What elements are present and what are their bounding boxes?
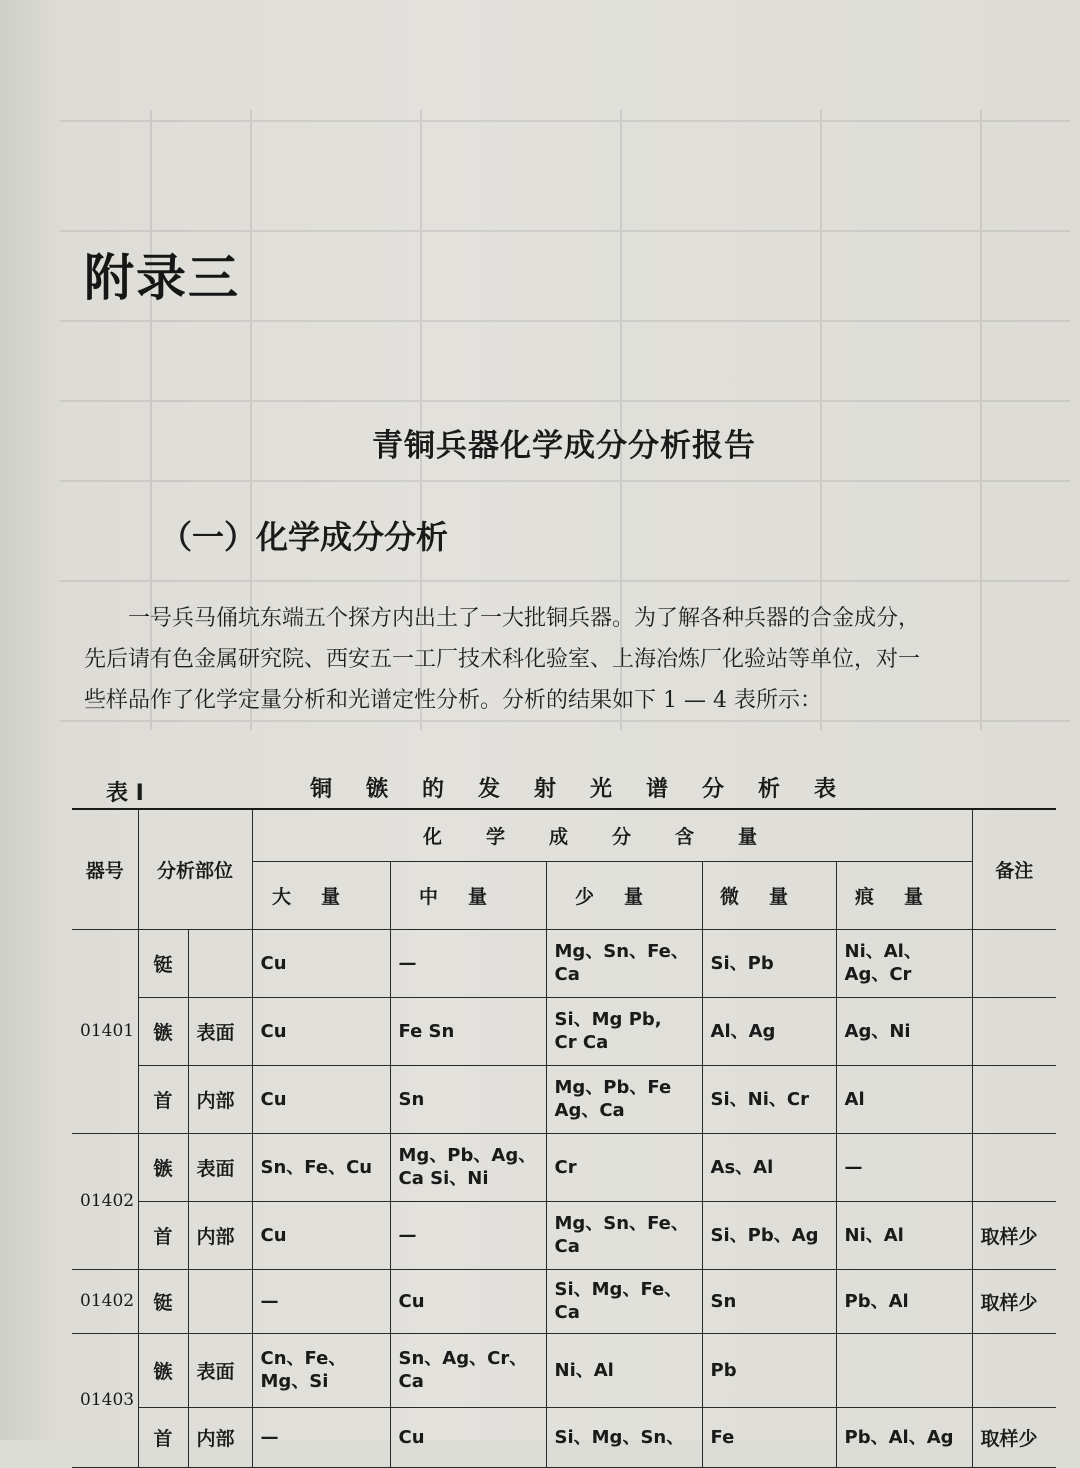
major-cell: — <box>252 1269 390 1333</box>
specimen-id: 01402 <box>72 1269 138 1333</box>
medium-cell: Mg、Pb、Ag、 Ca Si、Ni <box>390 1133 546 1201</box>
row-sub: 镞 <box>138 1133 188 1201</box>
report-title: 青铜兵器化学成分分析报告 <box>372 428 756 464</box>
medium-cell: — <box>390 1201 546 1269</box>
row-part: 内部 <box>188 1201 252 1269</box>
remark-cell: 取样少 <box>972 1407 1056 1467</box>
major-cell: Cu <box>252 1201 390 1269</box>
section-title: （一）化学成分分析 <box>160 518 449 556</box>
row-sub: 铤 <box>138 1269 188 1333</box>
intro-line: 一号兵马俑坑东端五个探方内出土了一大批铜兵器。为了解各种兵器的合金成分， <box>128 606 921 631</box>
row-part: 表面 <box>188 1133 252 1201</box>
row-part: 内部 <box>188 1065 252 1133</box>
header-group: 化学成分含量 <box>252 809 972 861</box>
very-trace-cell: Ni、Al、 Ag、Cr <box>836 929 972 997</box>
specimen-id: 01401 <box>72 929 138 1133</box>
minor-cell: Si、Mg、Sn、 <box>546 1407 702 1467</box>
row-part: 表面 <box>188 997 252 1065</box>
table-row <box>72 1201 1056 1269</box>
trace-cell: Sn <box>702 1269 836 1333</box>
header-id: 器号 <box>72 809 138 929</box>
header-very-trace: 痕量 <box>836 861 972 929</box>
medium-cell: Fe Sn <box>390 997 546 1065</box>
medium-cell: — <box>390 929 546 997</box>
specimen-id: 01403 <box>72 1333 138 1467</box>
trace-cell: As、Al <box>702 1133 836 1201</box>
remark-cell: 取样少 <box>972 1201 1056 1269</box>
trace-cell: Al、Ag <box>702 997 836 1065</box>
remark-cell <box>972 1065 1056 1133</box>
major-cell: Cu <box>252 929 390 997</box>
remark-cell <box>972 997 1056 1065</box>
major-cell: — <box>252 1407 390 1467</box>
header-part: 分析部位 <box>138 809 252 929</box>
major-cell: Cu <box>252 1065 390 1133</box>
very-trace-cell: Pb、Al、Ag <box>836 1407 972 1467</box>
row-sub: 首 <box>138 1065 188 1133</box>
row-part: 表面 <box>188 1333 252 1407</box>
specimen-id: 01402 <box>72 1133 138 1269</box>
minor-cell: Ni、Al <box>546 1333 702 1407</box>
very-trace-cell: Pb、Al <box>836 1269 972 1333</box>
remark-cell: 取样少 <box>972 1269 1056 1333</box>
table-row <box>72 1065 1056 1133</box>
row-sub: 镞 <box>138 997 188 1065</box>
table-row <box>72 1269 1056 1333</box>
very-trace-cell <box>836 1333 972 1407</box>
row-sub: 首 <box>138 1407 188 1467</box>
trace-cell: Si、Pb、Ag <box>702 1201 836 1269</box>
table-row <box>72 997 1056 1065</box>
intro-line: 些样品作了化学定量分析和光谱定性分析。分析的结果如下 1 — 4 表所示： <box>84 688 822 713</box>
major-cell: Sn、Fe、Cu <box>252 1133 390 1201</box>
header-minor: 少量 <box>546 861 702 929</box>
table-row <box>72 1407 1056 1467</box>
major-cell: Cu <box>252 997 390 1065</box>
minor-cell: Mg、Pb、Fe Ag、Ca <box>546 1065 702 1133</box>
remark-cell <box>972 1333 1056 1407</box>
trace-cell: Pb <box>702 1333 836 1407</box>
medium-cell: Cu <box>390 1407 546 1467</box>
header-medium: 中量 <box>390 861 546 929</box>
table-label: 表 I <box>106 781 144 806</box>
appendix-title: 附录三 <box>84 249 240 307</box>
minor-cell: Si、Mg Pb, Cr Ca <box>546 997 702 1065</box>
trace-cell: Si、Pb <box>702 929 836 997</box>
row-part: 内部 <box>188 1407 252 1467</box>
medium-cell: Cu <box>390 1269 546 1333</box>
very-trace-cell: Ag、Ni <box>836 997 972 1065</box>
very-trace-cell: Ni、Al <box>836 1201 972 1269</box>
row-sub: 首 <box>138 1201 188 1269</box>
header-trace: 微量 <box>702 861 836 929</box>
table-row <box>72 929 1056 997</box>
trace-cell: Si、Ni、Cr <box>702 1065 836 1133</box>
minor-cell: Cr <box>546 1133 702 1201</box>
very-trace-cell: — <box>836 1133 972 1201</box>
header-remark: 备注 <box>972 809 1056 929</box>
very-trace-cell: Al <box>836 1065 972 1133</box>
medium-cell: Sn、Ag、Cr、 Ca <box>390 1333 546 1407</box>
row-sub: 铤 <box>138 929 188 997</box>
trace-cell: Fe <box>702 1407 836 1467</box>
minor-cell: Mg、Sn、Fe、 Ca <box>546 1201 702 1269</box>
remark-cell <box>972 929 1056 997</box>
header-major: 大量 <box>252 861 390 929</box>
intro-line: 先后请有色金属研究院、西安五一工厂技术科化验室、上海冶炼厂化验站等单位，对一 <box>84 647 921 672</box>
table-row <box>72 1333 1056 1407</box>
row-sub: 镞 <box>138 1333 188 1407</box>
remark-cell <box>972 1133 1056 1201</box>
medium-cell: Sn <box>390 1065 546 1133</box>
minor-cell: Mg、Sn、Fe、 Ca <box>546 929 702 997</box>
minor-cell: Si、Mg、Fe、 Ca <box>546 1269 702 1333</box>
row-part <box>188 929 252 997</box>
major-cell: Cn、Fe、 Mg、Si <box>252 1333 390 1407</box>
row-part <box>188 1269 252 1333</box>
table-row <box>72 1133 1056 1201</box>
intro-paragraph <box>84 598 1052 721</box>
spectral-analysis-table <box>72 808 1056 1468</box>
table-caption: 铜镞的发射光谱分析表 <box>310 777 871 802</box>
